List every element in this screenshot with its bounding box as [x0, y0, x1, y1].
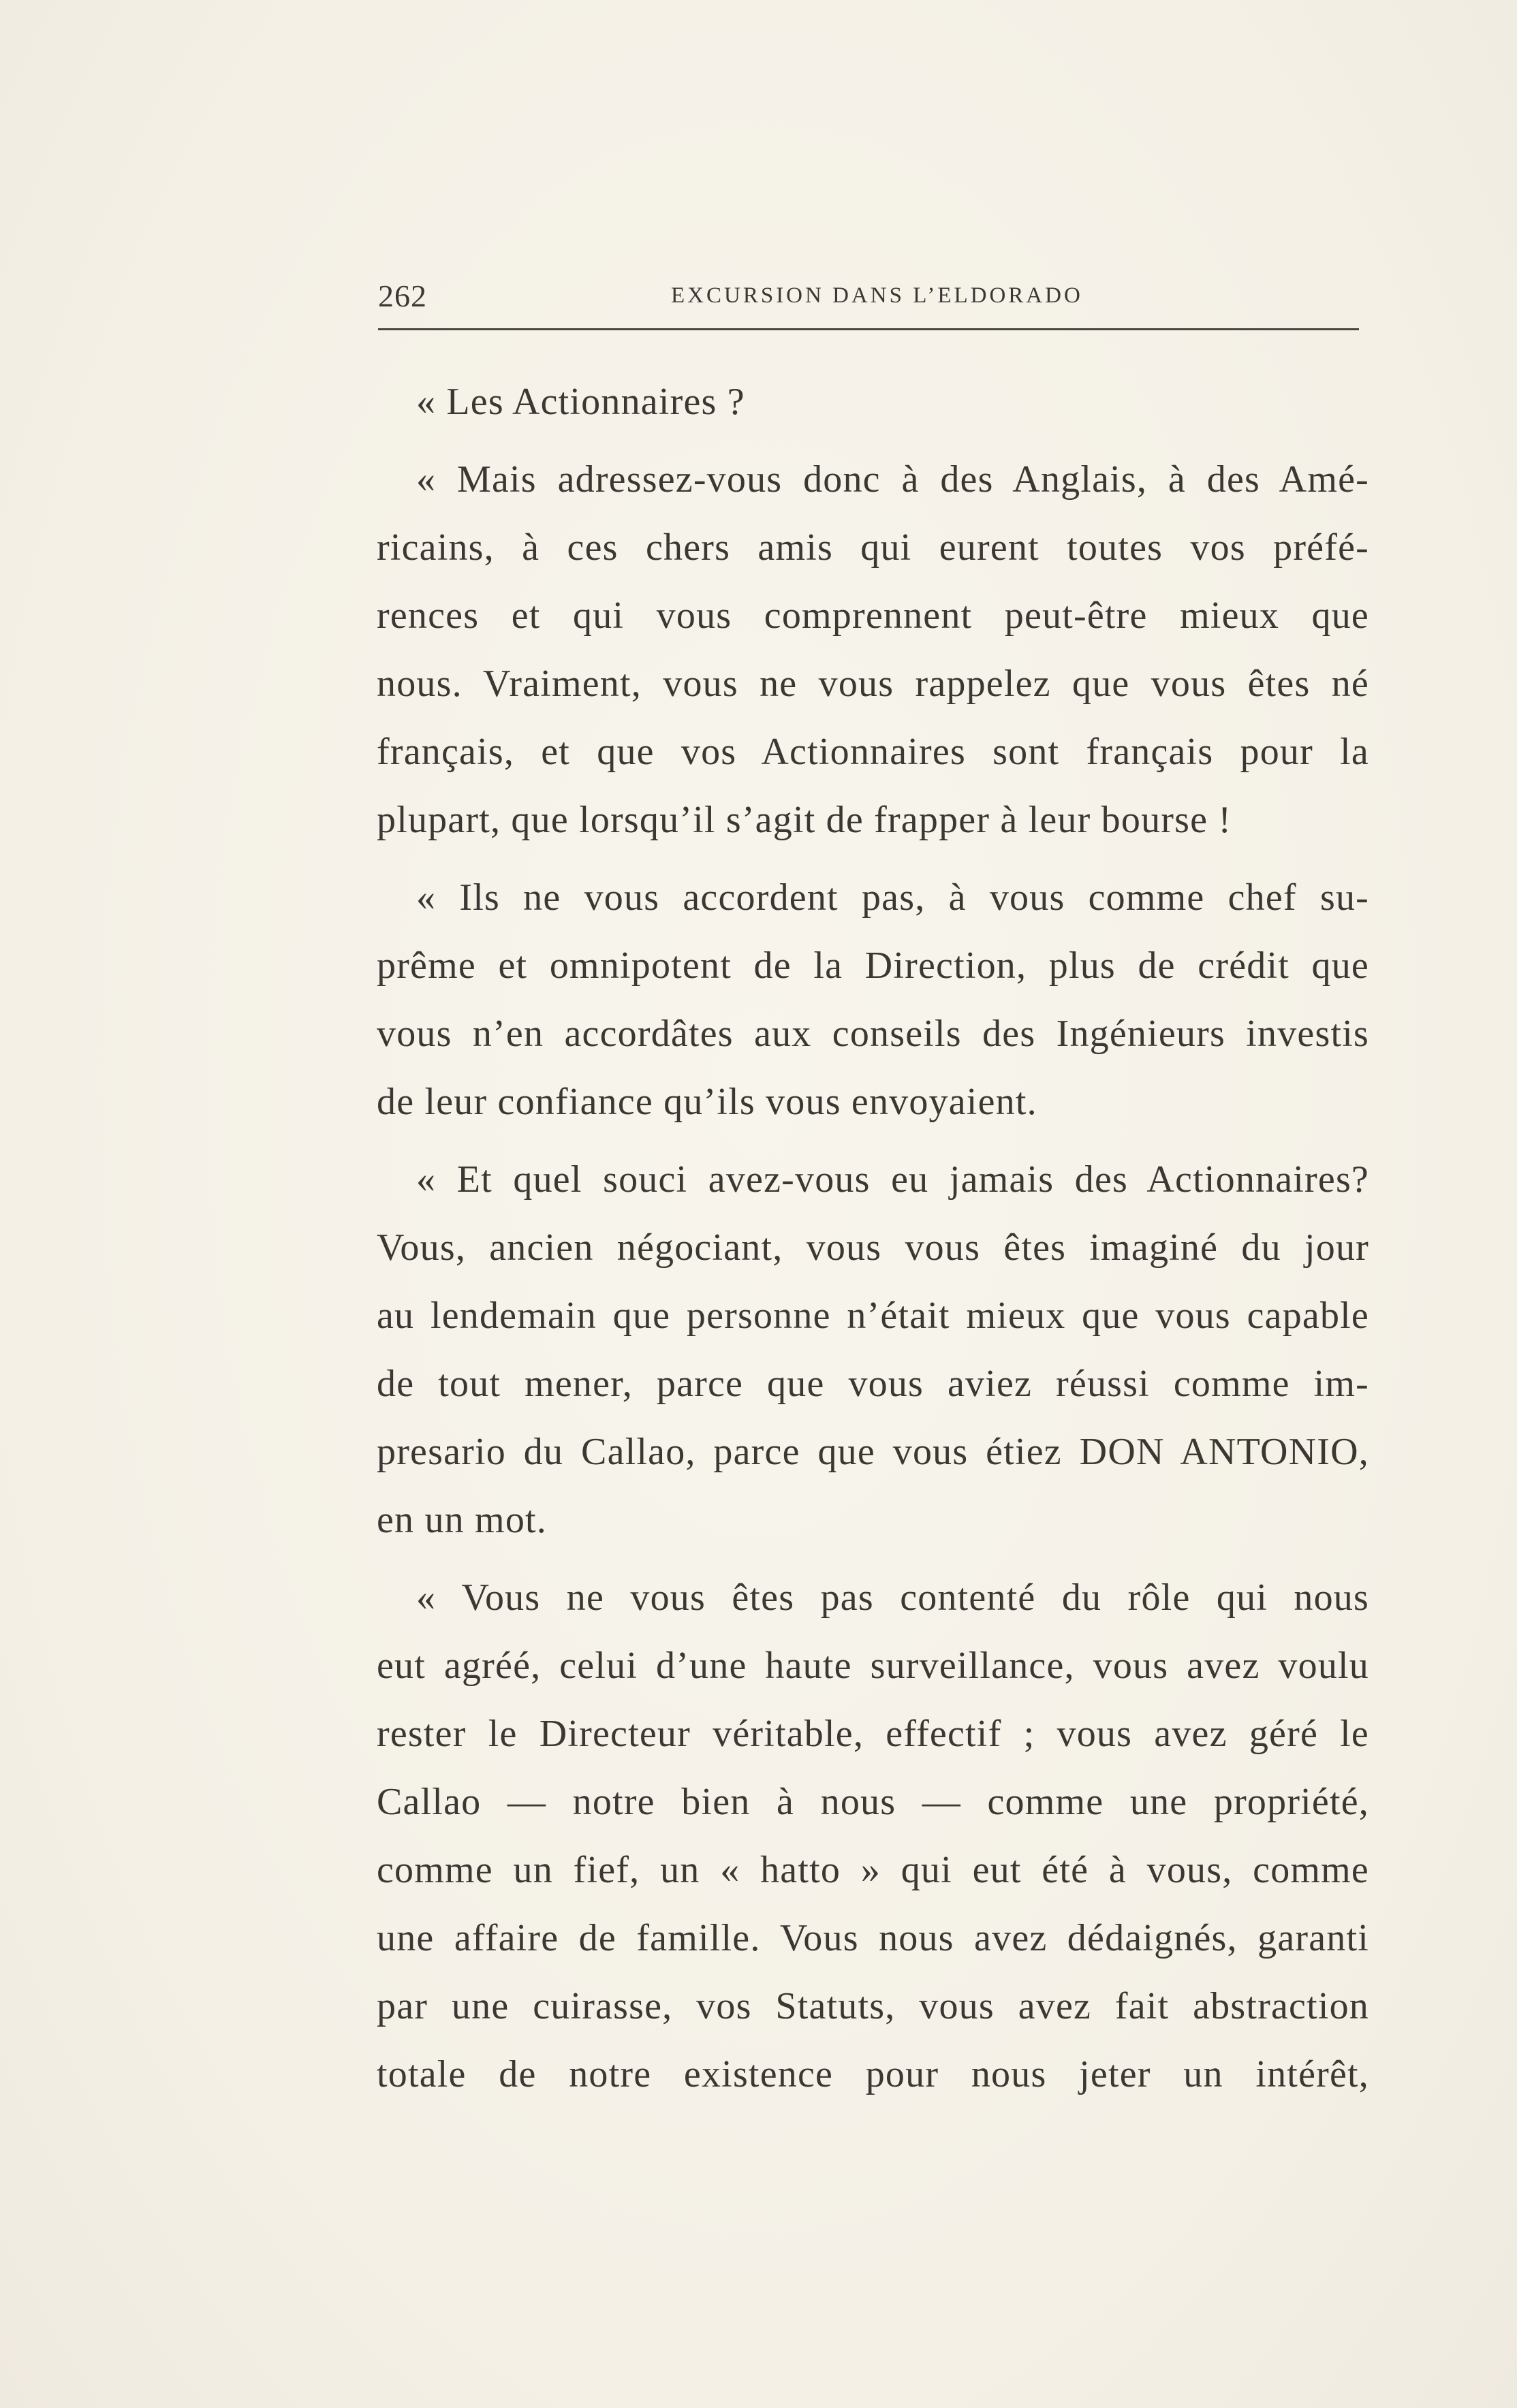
- text-line: français, et que vos Actionnaires sont français pour la: [377, 731, 1369, 773]
- text-line: prême et omnipotent de la Direction, plus de crédit que: [377, 945, 1369, 987]
- text-line: ricains, à ces chers amis qui eurent toutes vos préfé-: [377, 526, 1369, 569]
- text-line: de tout mener, parce que vous aviez réussi comme im-: [377, 1363, 1369, 1405]
- body-text: [377, 368, 1369, 2108]
- paragraph: [377, 368, 1369, 436]
- text-line: eut agréé, celui d’une haute surveillance, vous avez voulu: [377, 1645, 1369, 1687]
- text-line: « Les Actionnaires ?: [416, 381, 745, 423]
- text-line: « Vous ne vous êtes pas contenté du rôle qui nous: [416, 1577, 1369, 1619]
- paragraph: [377, 864, 1369, 1136]
- text-line: Callao — notre bien à nous — comme une propriété,: [377, 1781, 1369, 1823]
- text-line: rester le Directeur véritable, effectif ; vous avez géré le: [377, 1713, 1369, 1755]
- text-line: au lendemain que personne n’était mieux que vous capable: [377, 1295, 1369, 1337]
- page-header: [378, 272, 1359, 320]
- paragraph: [377, 1564, 1369, 2108]
- paragraph: [377, 1145, 1369, 1554]
- text-line: par une cuirasse, vos Statuts, vous avez fait abstraction: [377, 1985, 1369, 2027]
- text-line: « Mais adressez-vous donc à des Anglais, à des Amé-: [416, 458, 1369, 501]
- text-line: plupart, que lorsqu’il s’agit de frapper à leur bourse !: [377, 799, 1232, 841]
- text-line: « Et quel souci avez-vous eu jamais des Actionnaires?: [416, 1158, 1369, 1201]
- header-rule: [378, 328, 1359, 330]
- text-line: totale de notre existence pour nous jeter un intérêt,: [377, 2053, 1369, 2095]
- text-line: nous. Vraiment, vous ne vous rappelez que vous êtes né: [377, 663, 1369, 705]
- text-line: comme un fief, un « hatto » qui eut été à vous, comme: [377, 1849, 1369, 1891]
- text-line: vous n’en accordâtes aux conseils des Ingénieurs investis: [377, 1013, 1369, 1055]
- text-line: une affaire de famille. Vous nous avez dédaignés, garanti: [377, 1917, 1369, 1959]
- paragraph: [377, 445, 1369, 854]
- text-line: « Ils ne vous accordent pas, à vous comme chef su-: [416, 876, 1369, 919]
- page-number: 262: [378, 279, 427, 313]
- text-line: en un mot.: [377, 1499, 547, 1541]
- running-title: EXCURSION DANS L’ELDORADO: [671, 283, 1083, 308]
- text-line: de leur confiance qu’ils vous envoyaient.: [377, 1081, 1037, 1123]
- text-line: rences et qui vous comprennent peut-être mieux que: [377, 595, 1369, 637]
- text-line: presario du Callao, parce que vous étiez DON ANTONIO,: [377, 1431, 1369, 1473]
- text-line: Vous, ancien négociant, vous vous êtes imaginé du jour: [377, 1226, 1369, 1269]
